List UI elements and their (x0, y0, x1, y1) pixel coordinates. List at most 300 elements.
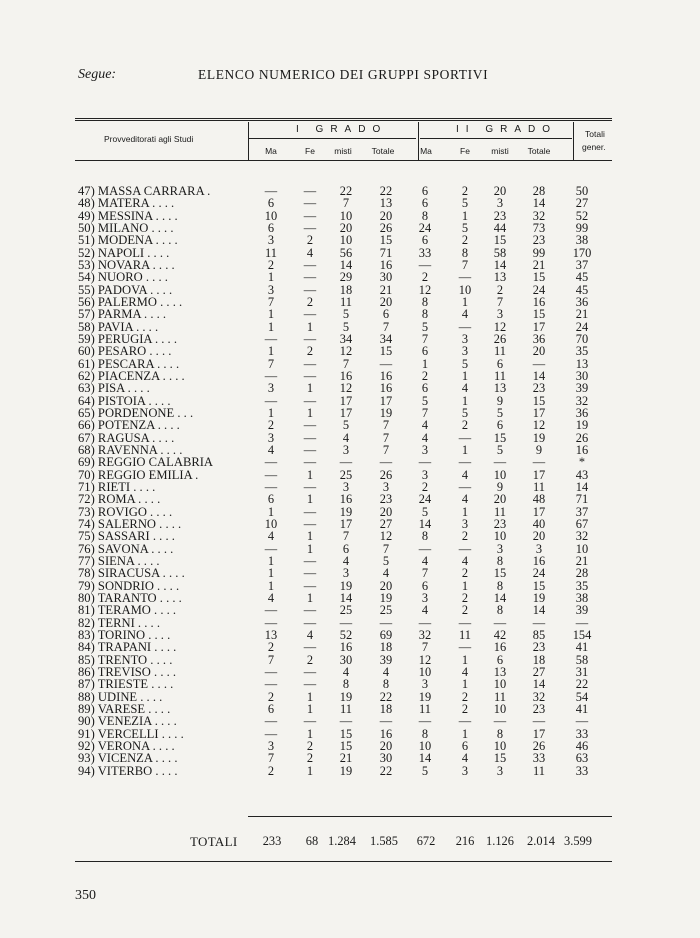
row-cell: 8 (496, 578, 504, 593)
row-cell: 22 (379, 689, 393, 704)
row-cell: 8 (421, 307, 429, 322)
row-cell: 21 (575, 307, 589, 322)
table-top-rule-2 (75, 120, 612, 121)
row-cell: 2 (306, 652, 314, 667)
row-cell: 52 (575, 208, 589, 223)
row-cell: 1 (267, 344, 275, 359)
subheader-totale: Totale (527, 146, 551, 156)
row-cell: 26 (532, 738, 546, 753)
row-cell: — (303, 208, 317, 223)
row-label: 86) TREVISO . . . . (78, 664, 177, 679)
segue-label: Segue: (78, 67, 117, 82)
row-cell: 22 (575, 677, 589, 692)
row-cell: 7 (382, 418, 390, 433)
row-cell: 38 (575, 590, 589, 605)
row-label: 78) SIRACUSA . . . . (78, 566, 185, 581)
row-label: 68) RAVENNA . . . . (78, 442, 183, 457)
row-cell: 45 (575, 270, 589, 285)
row-cell: 3 (267, 738, 275, 753)
row-cell: 4 (342, 664, 350, 679)
row-cell: 58 (575, 652, 589, 667)
row-cell: 8 (382, 677, 390, 692)
row-cell: 9 (535, 442, 543, 457)
row-label: 75) SASSARI . . . . (78, 529, 175, 544)
row-cell: 24 (532, 566, 546, 581)
row-cell: — (303, 220, 317, 235)
row-cell: 7 (342, 196, 350, 211)
row-cell: 18 (379, 640, 393, 655)
row-cell: 24 (418, 220, 432, 235)
subheader-ma: Ma (265, 146, 277, 156)
row-cell: 5 (461, 220, 469, 235)
row-label: 72) ROMA . . . . (78, 492, 161, 507)
row-cell: 45 (575, 282, 589, 297)
row-label: 69) REGGIO CALABRIA (78, 455, 214, 470)
row-cell: — (339, 615, 353, 630)
row-cell: 19 (575, 418, 589, 433)
row-cell: 39 (379, 652, 393, 667)
row-cell: 50 (575, 184, 589, 198)
row-cell: 32 (575, 393, 589, 408)
subheader-misti: misti (334, 146, 352, 156)
row-label: 57) PARMA . . . . (78, 307, 167, 322)
row-cell: 3 (421, 442, 429, 457)
row-cell: 9 (496, 393, 504, 408)
row-cell: 20 (379, 208, 393, 223)
row-cell: 22 (379, 763, 393, 778)
row-cell: 43 (575, 467, 589, 482)
row-cell: 32 (532, 208, 546, 223)
row-cell: 15 (493, 566, 507, 581)
row-cell: 8 (496, 726, 504, 741)
row-label: 71) RIETI . . . . (78, 479, 156, 494)
row-cell: 6 (421, 381, 429, 396)
row-cell: 37 (575, 504, 589, 519)
row-cell: — (264, 714, 278, 729)
subheader-totale: Totale (371, 146, 395, 156)
row-cell: 30 (379, 751, 393, 766)
row-cell: 11 (494, 689, 506, 704)
row-cell: 32 (575, 529, 589, 544)
row-cell: 7 (382, 430, 390, 445)
row-cell: 7 (421, 405, 429, 420)
row-cell: 3 (421, 677, 429, 692)
row-cell: 3 (421, 467, 429, 482)
row-cell: — (303, 442, 317, 457)
row-cell: — (264, 393, 278, 408)
row-cell: 3 (461, 763, 469, 778)
row-cell: 40 (532, 516, 546, 531)
row-cell: 11 (494, 368, 506, 383)
row-cell: 6 (421, 184, 429, 198)
row-cell: 4 (342, 553, 350, 568)
row-cell: 1 (461, 652, 469, 667)
row-cell: — (418, 615, 432, 630)
row-cell: — (458, 430, 472, 445)
row-cell: 39 (575, 381, 589, 396)
row-cell: — (339, 455, 353, 470)
row-cell: 32 (418, 627, 432, 642)
row-cell: 14 (418, 751, 432, 766)
row-cell: 35 (575, 344, 589, 359)
row-cell: 17 (532, 504, 546, 519)
row-cell: 10 (493, 677, 507, 692)
row-cell: 1 (461, 726, 469, 741)
row-cell: 8 (421, 726, 429, 741)
row-cell: 6 (267, 220, 275, 235)
row-cell: 8 (496, 553, 504, 568)
row-cell: 54 (575, 689, 589, 704)
row-cell: — (303, 307, 317, 322)
row-cell: 71 (575, 492, 589, 507)
row-cell: — (303, 566, 317, 581)
row-cell: 67 (575, 516, 589, 531)
row-cell: 26 (493, 331, 507, 346)
row-cell: 170 (572, 245, 592, 260)
row-cell: — (303, 257, 317, 272)
row-cell: — (303, 603, 317, 618)
row-cell: 19 (532, 430, 546, 445)
row-cell: — (418, 541, 432, 556)
row-cell: — (303, 640, 317, 655)
row-cell: 8 (421, 529, 429, 544)
header-bottom-rule (75, 160, 612, 161)
row-cell: 14 (493, 590, 507, 605)
row-cell: 3 (342, 566, 350, 581)
row-cell: 22 (339, 184, 353, 198)
row-cell: 14 (575, 479, 589, 494)
row-cell: 2 (267, 640, 275, 655)
row-label: 48) MATERA . . . . (78, 196, 175, 211)
row-cell: 16 (339, 492, 353, 507)
row-cell: 3 (496, 196, 504, 211)
row-cell: 11 (419, 701, 431, 716)
row-cell: 14 (532, 603, 546, 618)
row-cell: 4 (306, 245, 314, 260)
row-cell: 2 (461, 233, 469, 248)
row-cell: 23 (532, 381, 546, 396)
row-cell: 6 (421, 233, 429, 248)
row-cell: 10 (493, 467, 507, 482)
row-cell: 11 (533, 479, 545, 494)
row-cell: 7 (382, 541, 390, 556)
row-cell: — (264, 677, 278, 692)
row-cell: 71 (379, 245, 393, 260)
row-label: 70) REGGIO EMILIA . (78, 467, 199, 482)
row-cell: 19 (379, 590, 393, 605)
row-cell: 15 (493, 233, 507, 248)
row-cell: 18 (339, 282, 353, 297)
row-cell: 6 (496, 418, 504, 433)
row-cell: 27 (379, 516, 393, 531)
row-cell: 11 (459, 627, 471, 642)
row-cell: 6 (421, 344, 429, 359)
totals-bottom-rule (75, 861, 612, 862)
row-cell: — (532, 356, 546, 371)
row-cell: 19 (339, 578, 353, 593)
row-cell: 3 (496, 763, 504, 778)
row-label: 92) VERONA . . . . (78, 738, 175, 753)
row-cell: 12 (418, 652, 432, 667)
row-cell: 33 (575, 726, 589, 741)
row-cell: 99 (575, 220, 589, 235)
row-cell: 21 (339, 751, 353, 766)
row-cell: 6 (382, 307, 390, 322)
row-cell: 10 (339, 208, 353, 223)
row-cell: 16 (575, 442, 589, 457)
row-cell: 13 (493, 381, 507, 396)
row-label: 61) PESCARA . . . . (78, 356, 180, 371)
row-cell: 7 (342, 356, 350, 371)
row-cell: — (264, 455, 278, 470)
row-cell: 23 (493, 208, 507, 223)
row-cell: 2 (306, 233, 314, 248)
row-cell: 33 (575, 763, 589, 778)
row-label: 53) NOVARA . . . . (78, 257, 175, 272)
row-cell: — (458, 455, 472, 470)
row-cell: 19 (339, 689, 353, 704)
row-cell: 154 (572, 627, 592, 642)
row-cell: 5 (421, 319, 429, 334)
row-cell: 1 (421, 356, 429, 371)
row-cell: 12 (418, 282, 432, 297)
row-label: 89) VARESE . . . . (78, 701, 171, 716)
row-cell: 56 (339, 245, 353, 260)
row-cell: — (303, 479, 317, 494)
row-cell: 6 (267, 701, 275, 716)
row-cell: 4 (421, 430, 429, 445)
row-cell: 2 (306, 751, 314, 766)
row-cell: 2 (461, 566, 469, 581)
row-cell: 1 (267, 578, 275, 593)
subheader-misti: misti (491, 146, 509, 156)
row-cell: 19 (532, 590, 546, 605)
row-label: 93) VICENZA . . . . (78, 751, 178, 766)
page-number: 350 (75, 888, 96, 903)
totals-label: TOTALI (190, 834, 238, 849)
row-cell: 3 (496, 541, 504, 556)
row-cell: 8 (421, 294, 429, 309)
row-label: 55) PADOVA . . . . (78, 282, 173, 297)
header-grado2: II GRADO (456, 124, 558, 135)
row-cell: 1 (306, 529, 314, 544)
row-cell: — (303, 677, 317, 692)
row-cell: — (532, 455, 546, 470)
row-cell: 14 (418, 516, 432, 531)
row-cell: 17 (339, 393, 353, 408)
row-cell: 3 (267, 282, 275, 297)
row-cell: — (264, 184, 278, 198)
row-cell: 1 (267, 566, 275, 581)
row-cell: 15 (379, 233, 393, 248)
row-cell: — (264, 726, 278, 741)
row-cell: — (532, 714, 546, 729)
row-cell: 2 (461, 529, 469, 544)
row-cell: 2 (306, 294, 314, 309)
row-label: 94) VITERBO . . . . (78, 763, 178, 778)
row-cell: 17 (532, 467, 546, 482)
row-cell: 36 (575, 405, 589, 420)
row-cell: 15 (339, 726, 353, 741)
row-cell: 11 (494, 344, 506, 359)
row-cell: 27 (575, 196, 589, 211)
row-cell: 1 (461, 208, 469, 223)
row-cell: 5 (461, 196, 469, 211)
row-cell: 20 (379, 504, 393, 519)
row-cell: 8 (421, 208, 429, 223)
row-label: 80) TARANTO . . . . (78, 590, 182, 605)
row-cell: 6 (342, 541, 350, 556)
row-cell: — (303, 504, 317, 519)
row-cell: 5 (496, 442, 504, 457)
row-cell: 3 (421, 590, 429, 605)
row-cell: 1 (461, 677, 469, 692)
header-totali: Totali (585, 129, 605, 139)
row-cell: 10 (493, 529, 507, 544)
row-cell: 15 (532, 393, 546, 408)
row-cell: 44 (493, 220, 507, 235)
row-cell: 33 (418, 245, 432, 260)
row-cell: 20 (379, 294, 393, 309)
row-cell: 69 (379, 627, 393, 642)
row-cell: 13 (379, 196, 393, 211)
row-cell: — (379, 615, 393, 630)
row-cell: 7 (421, 566, 429, 581)
row-cell: 73 (532, 220, 546, 235)
row-label: 84) TRAPANI . . . . (78, 640, 177, 655)
row-cell: 23 (493, 516, 507, 531)
row-cell: * (578, 455, 586, 470)
row-cell: 1 (461, 504, 469, 519)
row-cell: — (458, 714, 472, 729)
row-cell: 8 (496, 603, 504, 618)
row-cell: 2 (461, 184, 469, 198)
row-cell: — (264, 541, 278, 556)
totals-cell: 3.599 (564, 834, 592, 848)
row-cell: — (303, 270, 317, 285)
row-cell: 4 (461, 492, 469, 507)
row-cell: 2 (306, 344, 314, 359)
row-cell: — (303, 455, 317, 470)
row-cell: 26 (575, 430, 589, 445)
row-cell: 18 (532, 652, 546, 667)
row-cell: 1 (306, 763, 314, 778)
row-cell: 6 (421, 196, 429, 211)
row-cell: 11 (340, 294, 352, 309)
row-cell: 3 (342, 442, 350, 457)
row-cell: 16 (339, 368, 353, 383)
row-label: 79) SONDRIO . . . . (78, 578, 180, 593)
header-provveditorati: Provveditorati agli Studi (104, 134, 194, 144)
row-cell: 1 (461, 393, 469, 408)
row-cell: — (303, 714, 317, 729)
row-cell: 4 (461, 664, 469, 679)
row-cell: 12 (379, 529, 393, 544)
row-cell: 14 (493, 257, 507, 272)
row-cell: 26 (379, 220, 393, 235)
row-cell: 1 (267, 307, 275, 322)
row-label: 54) NUORO . . . . (78, 270, 168, 285)
row-label: 74) SALERNO . . . . (78, 516, 182, 531)
row-cell: 1 (461, 294, 469, 309)
row-cell: 21 (379, 282, 393, 297)
row-cell: 22 (379, 184, 393, 198)
row-cell: 27 (532, 664, 546, 679)
row-cell: — (379, 356, 393, 371)
row-label: 47) MASSA CARRARA . (78, 184, 211, 198)
row-cell: 23 (532, 233, 546, 248)
row-cell: — (264, 331, 278, 346)
row-cell: 14 (532, 196, 546, 211)
row-cell: — (575, 615, 589, 630)
row-cell: 30 (379, 270, 393, 285)
row-cell: 31 (575, 664, 589, 679)
row-cell: — (303, 331, 317, 346)
row-label: 81) TERAMO . . . . (78, 603, 177, 618)
row-cell: 23 (379, 492, 393, 507)
row-cell: 20 (379, 578, 393, 593)
row-cell: 5 (421, 504, 429, 519)
row-cell: 14 (532, 368, 546, 383)
row-cell: 48 (532, 492, 546, 507)
row-cell: 16 (379, 257, 393, 272)
row-cell: 4 (382, 664, 390, 679)
row-cell: 5 (382, 553, 390, 568)
row-cell: 34 (379, 331, 393, 346)
row-cell: 8 (461, 245, 469, 260)
row-cell: 10 (339, 233, 353, 248)
row-label: 51) MODENA . . . . (78, 233, 178, 248)
row-cell: 1 (267, 270, 275, 285)
row-cell: 4 (267, 590, 275, 605)
row-label: 56) PALERMO . . . . (78, 294, 183, 309)
col-separator (248, 122, 249, 160)
row-cell: 16 (379, 726, 393, 741)
row-cell: 17 (532, 405, 546, 420)
row-cell: 28 (532, 184, 546, 198)
row-cell: 1 (306, 492, 314, 507)
row-cell: 4 (461, 307, 469, 322)
row-cell: 10 (264, 208, 278, 223)
row-cell: — (379, 455, 393, 470)
row-cell: 13 (575, 356, 589, 371)
row-cell: 20 (532, 344, 546, 359)
row-cell: — (303, 664, 317, 679)
row-label: 65) PORDENONE . . . (78, 405, 194, 420)
row-cell: 1 (306, 405, 314, 420)
row-cell: 10 (418, 664, 432, 679)
row-label: 59) PERUGIA . . . . (78, 331, 178, 346)
row-cell: 70 (575, 331, 589, 346)
totals-cell: 216 (455, 834, 475, 848)
row-cell: 12 (532, 418, 546, 433)
row-cell: 24 (418, 492, 432, 507)
row-cell: — (303, 368, 317, 383)
row-cell: — (303, 430, 317, 445)
row-cell: 15 (379, 344, 393, 359)
row-cell: — (264, 603, 278, 618)
row-cell: 4 (267, 529, 275, 544)
row-cell: 3 (461, 344, 469, 359)
row-cell: 16 (339, 640, 353, 655)
row-cell: 11 (265, 245, 277, 260)
row-cell: — (458, 319, 472, 334)
row-label: 63) PISA . . . . (78, 381, 150, 396)
row-cell: 1 (306, 590, 314, 605)
row-cell: 1 (461, 442, 469, 457)
row-cell: 1 (461, 368, 469, 383)
row-cell: 17 (339, 516, 353, 531)
